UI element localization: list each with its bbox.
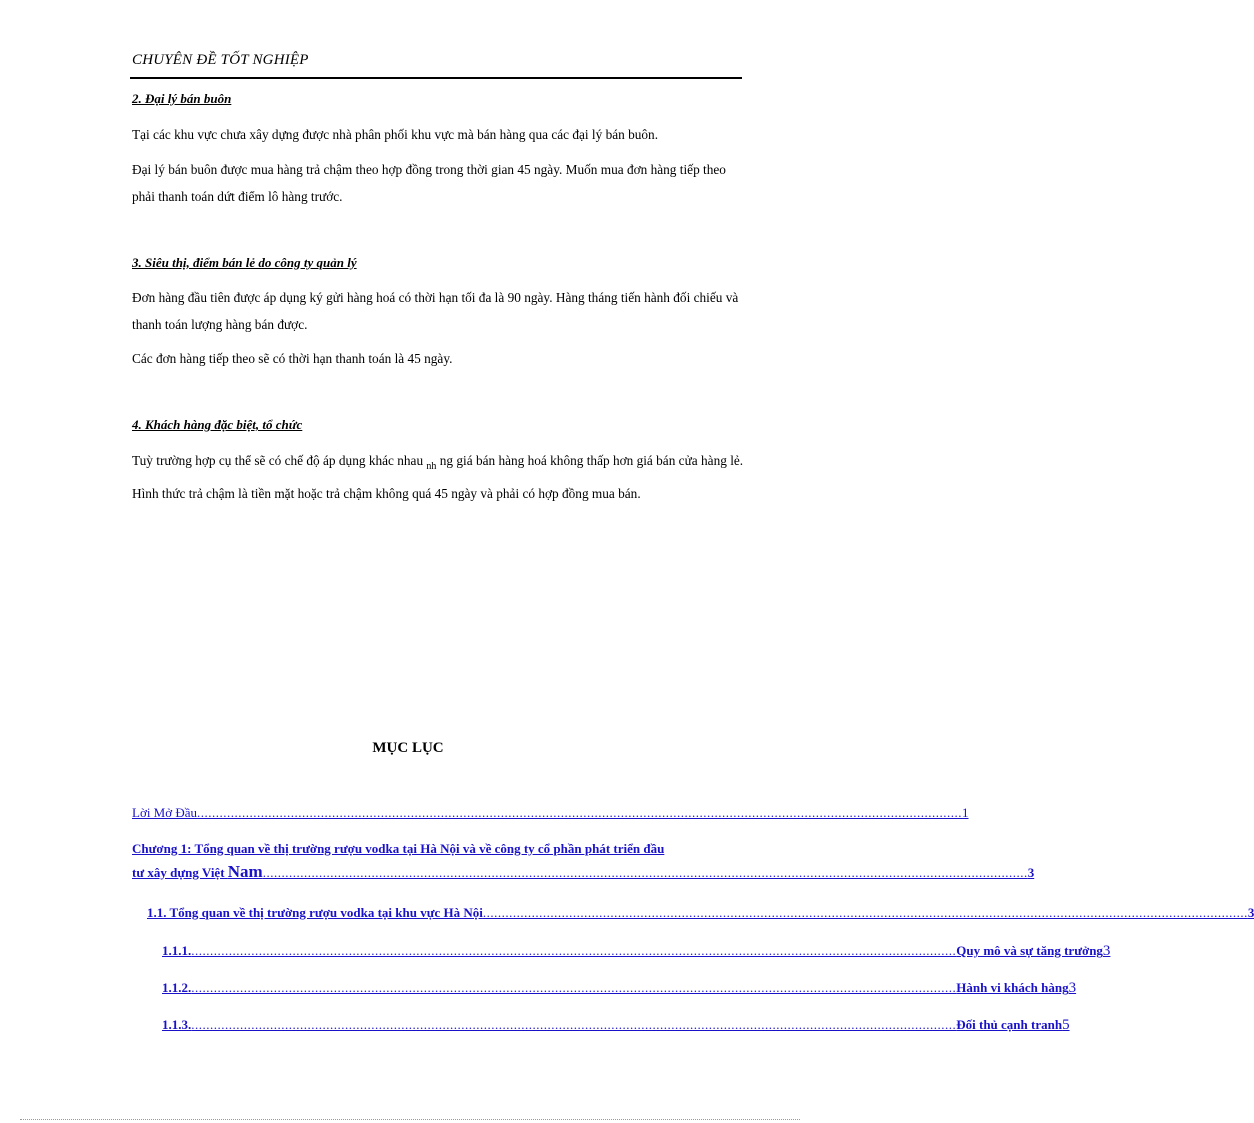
toc-entry-label[interactable]: Đối thủ cạnh tranh <box>956 1017 1063 1032</box>
toc-entry-1-1[interactable] <box>147 905 1254 921</box>
paragraph-text-fragment: nh <box>426 461 437 472</box>
toc-title: MỤC LỤC <box>372 740 444 756</box>
toc-entry-page[interactable]: 3 <box>1027 865 1035 880</box>
paragraph: Đơn hàng đầu tiên được áp dụng ký gửi hàng hoá có thời hạn tối đa là 90 ngày. Hàng tháng tiến hành đối chiếu và thanh toán lượng hàng bán được. <box>132 290 739 332</box>
toc-entry-label-line2[interactable]: tư xây dựng Việt <box>132 865 225 880</box>
section-title-supermarket: 3. Siêu thị, điểm bán lẻ do công ty quản lý <box>132 255 357 270</box>
paragraph-text: Tuỳ trường hợp cụ thể sẽ có chế độ áp dụng khác nhau <box>132 453 424 468</box>
toc-entry-intro[interactable] <box>132 805 969 821</box>
toc-entry-label-emphasis[interactable]: Nam <box>227 862 263 881</box>
toc-leader-dots: ............................................................................................................................................................................................................ <box>262 865 1028 880</box>
toc-entry-number[interactable]: 1.1.2. <box>162 980 192 995</box>
toc-entry-1-1-2[interactable] <box>162 980 1077 997</box>
toc-entry-label[interactable]: Lời Mở Đầu <box>132 805 198 820</box>
toc-entry-label[interactable]: Hành vi khách hàng <box>956 980 1069 995</box>
toc-leader-dots: ............................................................................................................................................................................................................ <box>191 943 957 958</box>
paragraph <box>132 447 744 507</box>
paragraph: Đại lý bán buôn được mua hàng trả chậm theo hợp đồng trong thời gian 45 ngày. Muốn mua đơn hàng tiếp theo phải thanh toán dứt điểm lô hàng trước. <box>132 162 726 204</box>
toc-entry-page[interactable]: 3 <box>1068 980 1077 996</box>
paragraph: Các đơn hàng tiếp theo sẽ có thời hạn thanh toán là 45 ngày. <box>132 351 453 366</box>
paragraph: Tại các khu vực chưa xây dựng được nhà phân phối khu vực mà bán hàng qua các đại lý bán buôn. <box>132 127 659 142</box>
toc-entry-label-line1[interactable]: Chương 1: Tổng quan về thị trường rượu vodka tại Hà Nội và về công ty cổ phần phát triển đầu <box>132 841 665 856</box>
toc-entry-number[interactable]: 1.1.3. <box>162 1017 192 1032</box>
toc-entry-page[interactable]: 3 <box>1102 943 1111 959</box>
toc-entry-page[interactable]: 3 <box>1247 905 1254 920</box>
toc-entry-number[interactable]: 1.1.1. <box>162 943 192 958</box>
paragraph-text: ng giá bán hàng hoá không thấp hơn giá bán cửa hàng lẻ. Hình thức trả chậm là tiền mặt hoặc trả chậm không quá 45 ngày và phải có hợp đồng mua bán. <box>132 453 744 501</box>
header-rule <box>130 77 742 79</box>
toc-entry-chapter-1[interactable] <box>132 841 1035 882</box>
section-title-wholesale-agent: 2. Đại lý bán buôn <box>132 91 232 106</box>
toc-entry-1-1-1[interactable] <box>162 943 1111 960</box>
toc-leader-dots: ............................................................................................................................................................................................................ <box>191 980 957 995</box>
page-bottom-border <box>20 1119 800 1120</box>
page-header-title: CHUYÊN ĐỀ TỐT NGHIỆP <box>132 52 309 68</box>
toc-entry-label[interactable]: 1.1. Tổng quan về thị trường rượu vodka tại khu vực Hà Nội <box>147 905 483 920</box>
toc-entry-page[interactable]: 1 <box>962 805 969 820</box>
toc-entry-label[interactable]: Quy mô và sự tăng trưởng <box>956 943 1103 958</box>
toc-leader-dots: ............................................................................................................................................................................................................ <box>482 905 1248 920</box>
toc-leader-dots: ............................................................................................................................................................................................................ <box>197 805 963 820</box>
toc-leader-dots: ............................................................................................................................................................................................................ <box>191 1017 957 1032</box>
toc-entry-page[interactable]: 5 <box>1062 1017 1070 1033</box>
section-title-special-customers: 4. Khách hàng đặc biệt, tổ chức <box>132 417 303 432</box>
toc-entry-1-1-3[interactable] <box>162 1017 1070 1034</box>
